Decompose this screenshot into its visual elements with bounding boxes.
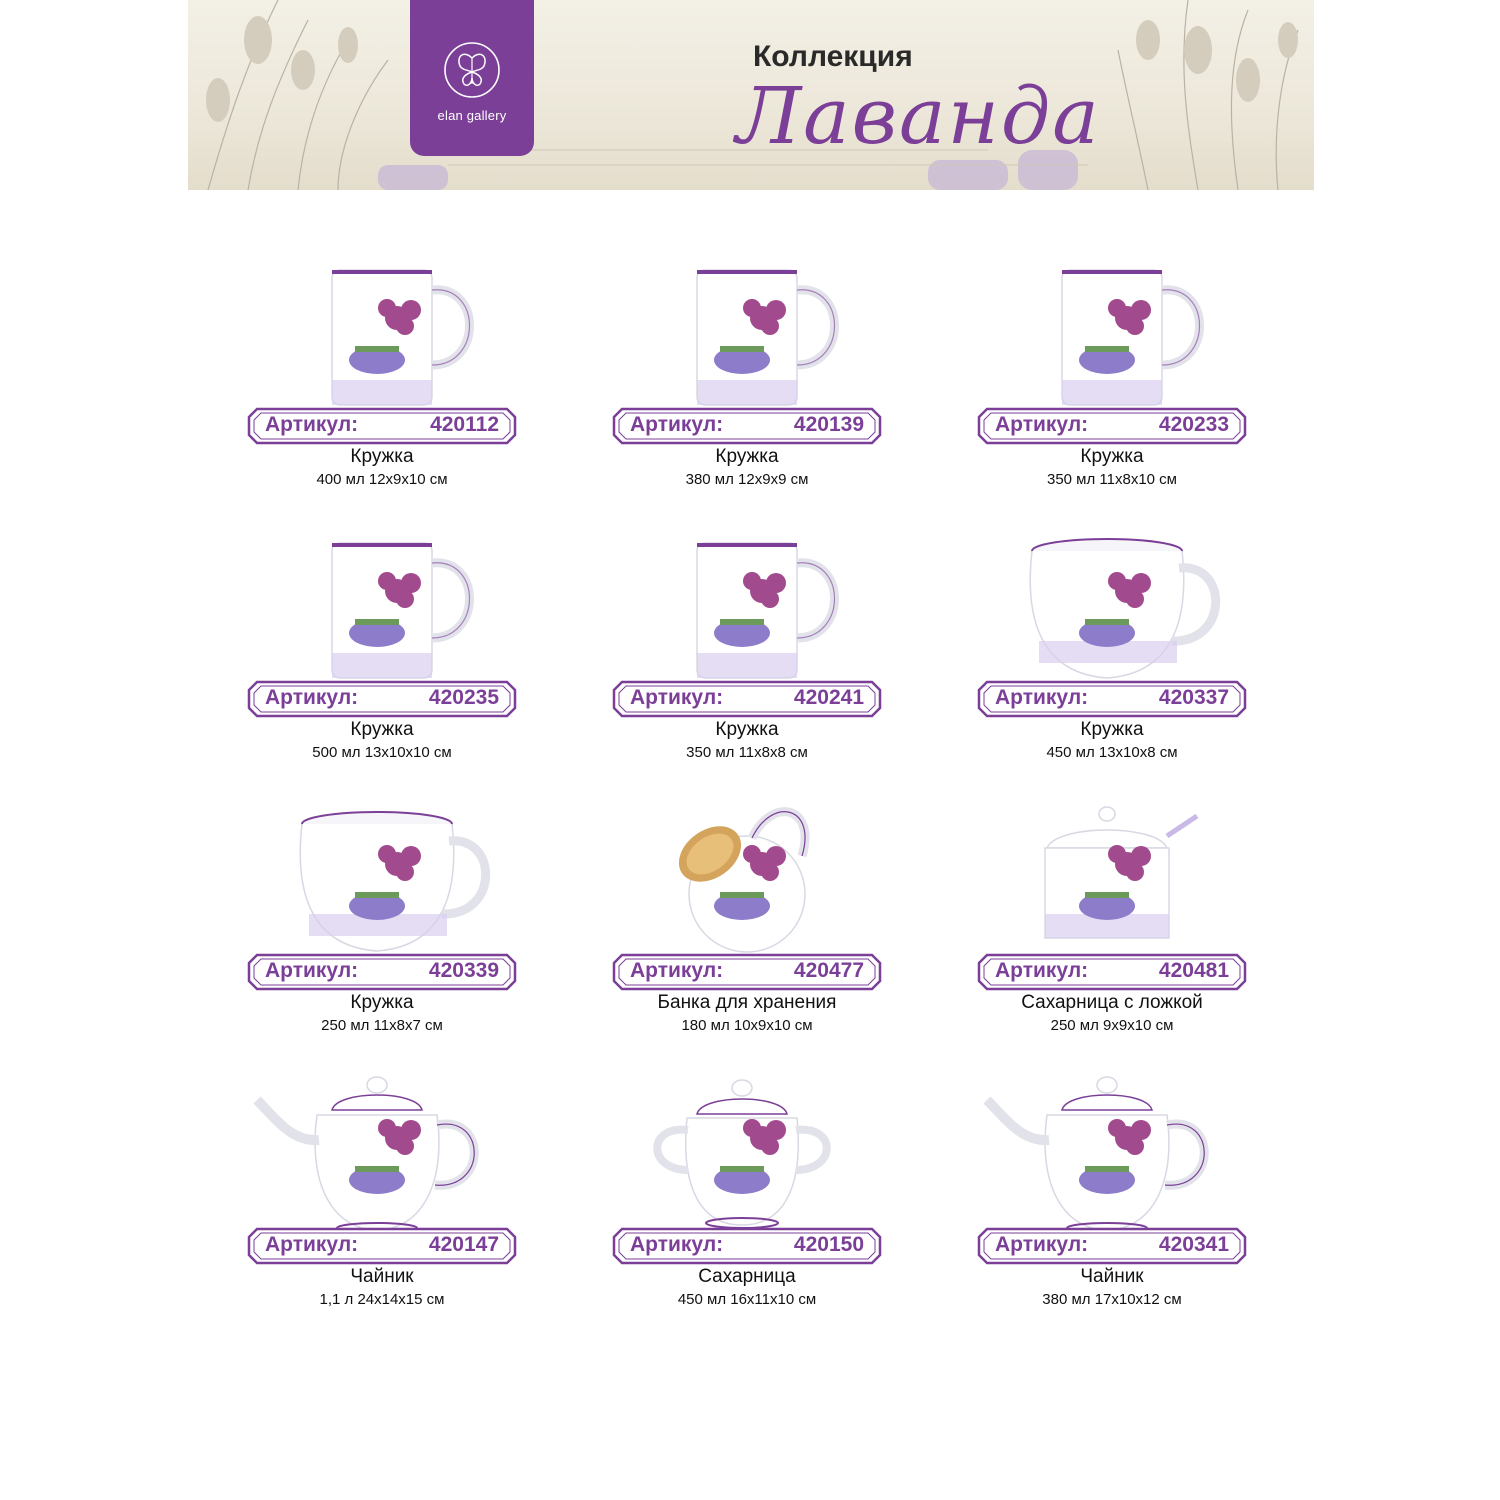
product-photo — [237, 250, 527, 410]
product-card[interactable] — [237, 523, 527, 783]
product-name: Кружка — [715, 719, 779, 740]
product-spec: 450 мл 16x11x10 см — [677, 1291, 817, 1308]
article-code: 420481 — [1158, 959, 1229, 982]
article-label: Артикул: — [630, 959, 724, 982]
product-spec: 380 мл 12x9x9 см — [685, 471, 809, 488]
product-name: Кружка — [715, 446, 779, 467]
article-code: 420235 — [428, 686, 499, 709]
product-spec: 500 мл 13x10x10 см — [312, 744, 452, 761]
collection-name: Лаванда — [736, 72, 1101, 162]
product-name: Чайник — [1080, 1266, 1144, 1287]
article-code: 420477 — [793, 959, 864, 982]
product-spec: 1,1 л 24x14x15 см — [319, 1291, 445, 1308]
product-spec: 180 мл 10x9x10 см — [681, 1017, 813, 1034]
article-code: 420147 — [428, 1233, 499, 1256]
product-card[interactable] — [602, 796, 892, 1056]
product-card[interactable] — [967, 523, 1257, 783]
product-spec: 450 мл 13x10x8 см — [1046, 744, 1178, 761]
product-photo — [967, 796, 1257, 956]
product-card[interactable] — [237, 796, 527, 1056]
article-code: 420112 — [430, 413, 499, 436]
product-card[interactable] — [967, 1070, 1257, 1330]
product-card[interactable] — [602, 250, 892, 510]
brand-name: elan gallery — [437, 108, 507, 123]
collection-label: Коллекция — [753, 40, 913, 73]
article-code: 420233 — [1158, 413, 1229, 436]
product-name: Банка для хранения — [657, 992, 837, 1013]
product-name: Сахарница с ложкой — [1021, 992, 1203, 1013]
product-name: Сахарница — [698, 1266, 796, 1287]
article-label: Артикул: — [995, 1233, 1089, 1256]
article-label: Артикул: — [995, 413, 1089, 436]
product-spec: 250 мл 11x8x7 см — [321, 1017, 443, 1034]
product-card[interactable] — [237, 1070, 527, 1330]
product-photo — [602, 1070, 892, 1230]
product-card[interactable] — [967, 250, 1257, 510]
article-tag — [612, 680, 882, 718]
article-tag — [612, 953, 882, 991]
article-tag — [247, 407, 517, 445]
product-name: Кружка — [1080, 446, 1144, 467]
article-label: Артикул: — [630, 686, 724, 709]
article-code: 420339 — [428, 959, 499, 982]
article-tag — [612, 407, 882, 445]
article-tag — [247, 680, 517, 718]
article-tag — [612, 1227, 882, 1265]
product-photo — [602, 523, 892, 683]
product-name: Кружка — [350, 719, 414, 740]
article-label: Артикул: — [265, 1233, 359, 1256]
article-tag — [977, 1227, 1247, 1265]
product-spec: 350 мл 11x8x10 см — [1046, 471, 1177, 488]
article-tag — [977, 953, 1247, 991]
article-code: 420150 — [793, 1233, 864, 1256]
product-photo — [602, 250, 892, 410]
product-spec: 350 мл 11x8x8 см — [686, 744, 808, 761]
article-code: 420241 — [793, 686, 864, 709]
article-tag — [247, 953, 517, 991]
product-photo — [237, 523, 527, 683]
article-tag — [247, 1227, 517, 1265]
product-name: Кружка — [1080, 719, 1144, 740]
article-tag — [977, 680, 1247, 718]
product-photo — [967, 1070, 1257, 1230]
article-tag — [977, 407, 1247, 445]
article-label: Артикул: — [995, 959, 1089, 982]
article-code: 420341 — [1158, 1233, 1229, 1256]
product-spec: 380 мл 17x10x12 см — [1042, 1291, 1182, 1308]
article-label: Артикул: — [265, 959, 359, 982]
product-photo — [237, 796, 527, 956]
article-label: Артикул: — [630, 1233, 724, 1256]
article-label: Артикул: — [265, 413, 359, 436]
article-code: 420337 — [1158, 686, 1229, 709]
product-name: Кружка — [350, 446, 414, 467]
article-code: 420139 — [793, 413, 864, 436]
product-name: Кружка — [350, 992, 414, 1013]
article-label: Артикул: — [995, 686, 1089, 709]
article-label: Артикул: — [265, 686, 359, 709]
product-photo — [237, 1070, 527, 1230]
product-spec: 250 мл 9x9x10 см — [1050, 1017, 1174, 1034]
product-photo — [602, 796, 892, 956]
product-card[interactable] — [967, 796, 1257, 1056]
product-card[interactable] — [237, 250, 527, 510]
article-label: Артикул: — [630, 413, 724, 436]
product-name: Чайник — [350, 1266, 414, 1287]
product-card[interactable] — [602, 1070, 892, 1330]
product-spec: 400 мл 12x9x10 см — [316, 471, 448, 488]
product-photo — [967, 523, 1257, 683]
product-card[interactable] — [602, 523, 892, 783]
product-photo — [967, 250, 1257, 410]
